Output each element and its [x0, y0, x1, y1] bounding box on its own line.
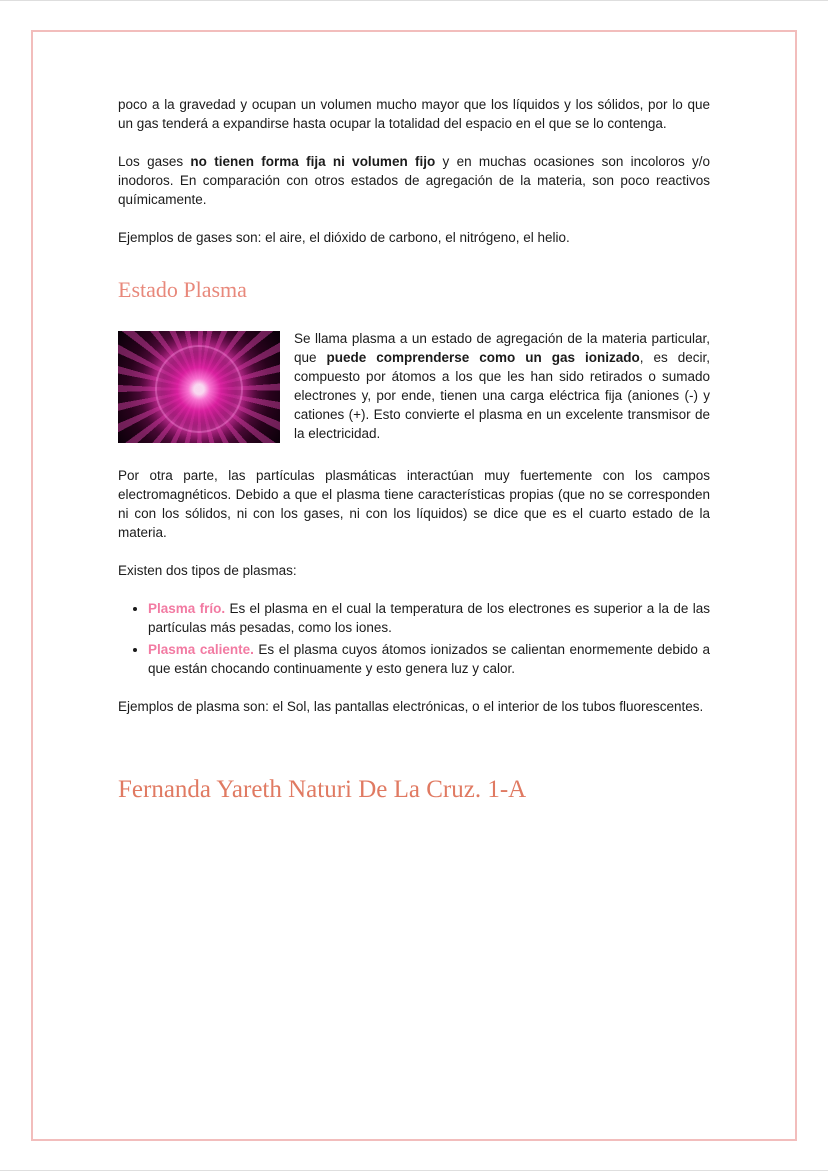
list-item-plasma-frio	[148, 599, 710, 637]
paragraph-plasma-examples: Ejemplos de plasma son: el Sol, las pantallas electrónicas, o el interior de los tubos fluorescentes.	[118, 699, 704, 714]
plasma-ball-image	[118, 331, 280, 443]
text-run: Se llama plasma a un estado de agregación de la materia particular, que	[294, 331, 710, 365]
heading-estado-plasma: Estado Plasma	[118, 277, 247, 302]
paragraph-plasma-fields: Por otra parte, las partículas plasmáticas interactúan muy fuertemente con los campos electromagnéticos. Debido a que el plasma tiene características propias (que no se corresponden ni con los sólidos, ni con los gases, ni con los líquidos) se dice que es el cuarto estado de la materia.	[118, 468, 710, 540]
term-plasma-frio: Plasma frío.	[148, 601, 226, 616]
author-heading: Fernanda Yareth Naturi De La Cruz. 1-A	[118, 776, 527, 803]
paragraph-gases-volume: poco a la gravedad y ocupan un volumen mucho mayor que los líquidos y los sólidos, por lo que un gas tenderá a expandirse hasta ocupar la totalidad del espacio en el que se lo contenga.	[118, 97, 710, 131]
plasma-section	[118, 329, 710, 447]
text-run-bold: puede comprenderse como un gas ionizado	[326, 350, 640, 365]
paragraph-plasma-types-intro: Existen dos tipos de plasmas:	[118, 563, 297, 578]
term-plasma-caliente: Plasma caliente.	[148, 642, 254, 657]
text-run: y en muchas ocasiones son incoloros y/o inodoros. En comparación con otros estados de agregación de la materia, son poco reactivos químicamente.	[118, 154, 711, 207]
text-run: Es el plasma cuyos átomos ionizados se calientan enormemente debido a que están chocando continuamente y esto genera luz y calor.	[148, 642, 710, 676]
page-content	[118, 95, 710, 804]
paragraph-gas-examples: Ejemplos de gases son: el aire, el dióxido de carbono, el nitrógeno, el helio.	[118, 230, 570, 245]
list-item-plasma-caliente	[148, 640, 710, 678]
plasma-types-list	[118, 599, 710, 678]
text-run: Los gases	[118, 154, 191, 169]
text-run: Es el plasma en el cual la temperatura de los electrones es superior a la de las partículas más pesadas, como los iones.	[148, 601, 711, 635]
text-run-bold: no tienen forma fija ni volumen fijo	[190, 154, 436, 169]
text-run: , es decir, compuesto por átomos a los que les han sido retirados o sumado electrones y, por ende, tienen una carga eléctrica fija (aniones (-) y cationes (+). Esto convierte el plasma en un excelente transmisor de la electricidad.	[294, 350, 710, 441]
paragraph-gases-properties	[118, 152, 710, 209]
